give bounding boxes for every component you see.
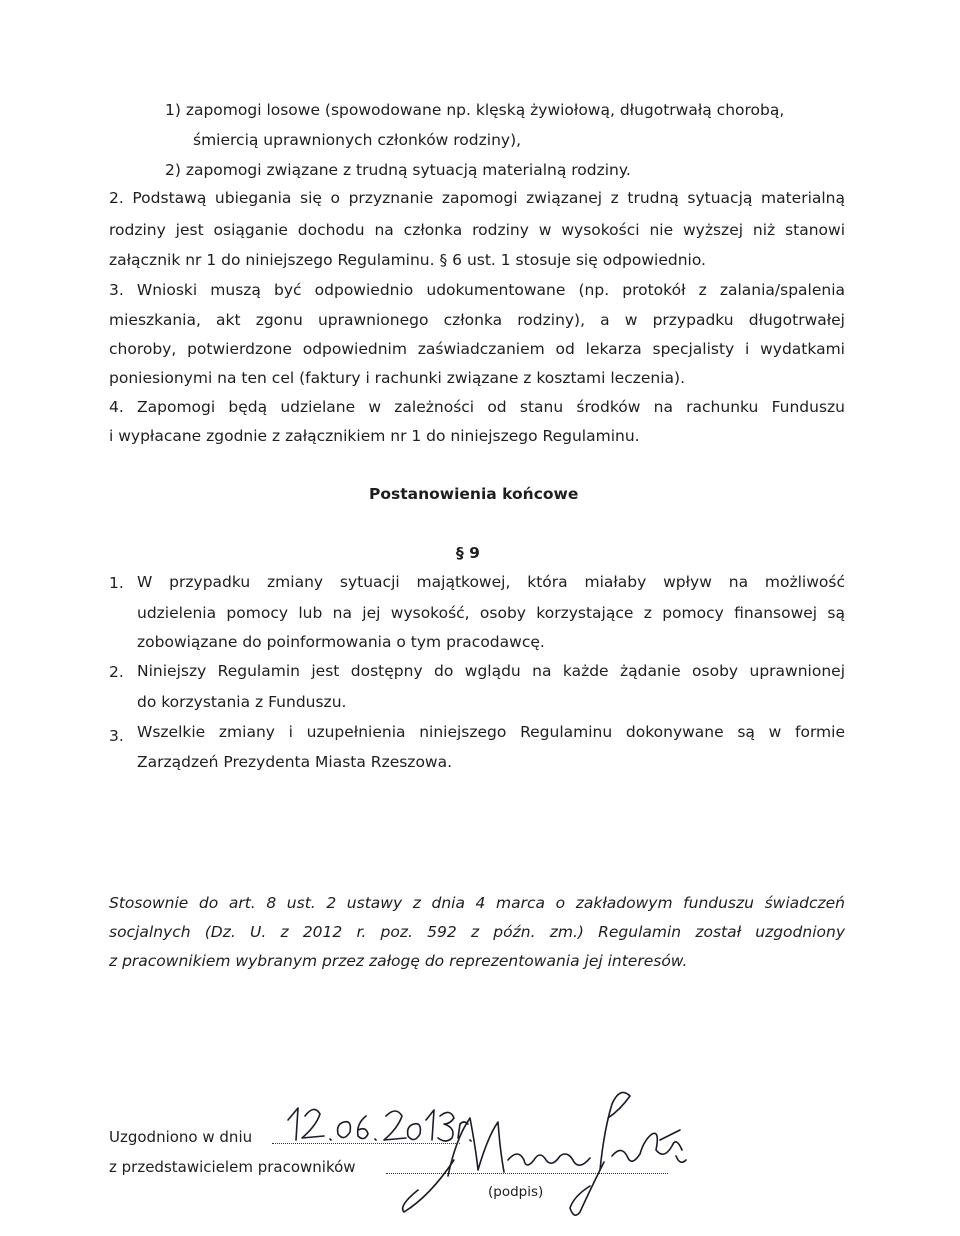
point-2-line-3: załącznik nr 1 do niniejszego Regulaminu. § 6 ust. 1 stosuje się odpowiednio.	[109, 251, 706, 269]
point-2-line-1: 2. Podstawą ubiegania się o przyznanie zapomogi związanej z trudną sytuacją materialną	[109, 189, 845, 207]
final-point-2-line-2: do korzystania z Funduszu.	[137, 693, 347, 711]
handwritten-signature	[403, 1092, 686, 1215]
final-point-1-line-2: udzielenia pomocy lub na jej wysokość, osoby korzystające z pomocy finansowej są	[137, 604, 845, 622]
point-4-line-2: i wypłacane zgodnie z załącznikiem nr 1 do niniejszego Regulaminu.	[109, 427, 640, 445]
final-point-1-number: 1.	[109, 574, 124, 592]
final-point-3-number: 3.	[109, 727, 124, 745]
point-3-line-3: choroby, potwierdzone odpowiednim zaświadczaniem od lekarza specjalisty i wydatkami	[109, 340, 845, 358]
list-item-1-line-2: śmiercią uprawnionych członków rodziny),	[193, 131, 522, 149]
point-3-line-4: poniesionymi na ten cel (faktury i rachunki związane z kosztami leczenia).	[109, 369, 686, 387]
signature-caption: (podpis)	[488, 1184, 544, 1200]
italic-note-line-3: z pracownikiem wybranym przez załogę do reprezentowania jej interesów.	[109, 952, 688, 970]
italic-note-line-2: socjalnych (Dz. U. z 2012 r. poz. 592 z późn. zm.) Regulamin został uzgodniony	[109, 923, 845, 941]
final-point-1-line-3: zobowiązane do poinformowania o tym pracodawcę.	[137, 633, 545, 651]
final-point-3-line-1: Wszelkie zmiany i uzupełnienia niniejszego Regulaminu dokonywane są w formie	[137, 723, 845, 741]
list-item-2: 2) zapomogi związane z trudną sytuacją materialną rodziny.	[165, 161, 631, 179]
agreed-date-label: Uzgodniono w dniu	[109, 1128, 253, 1146]
final-point-2-number: 2.	[109, 663, 124, 681]
point-4-line-1: 4. Zapomogi będą udzielane w zależności od stanu środków na rachunku Funduszu	[109, 398, 845, 416]
point-3-line-2: mieszkania, akt zgonu uprawnionego członka rodziny), a w przypadku długotrwałej	[109, 311, 845, 329]
section-heading: Postanowienia końcowe	[369, 485, 579, 503]
representative-label: z przedstawicielem pracowników	[109, 1158, 356, 1176]
list-item-1-line-1: 1) zapomogi losowe (spowodowane np. klęską żywiołową, długotrwałą chorobą,	[165, 101, 785, 119]
italic-note-line-1: Stosownie do art. 8 ust. 2 ustawy z dnia 4 marca o zakładowym funduszu świadczeń	[109, 894, 845, 912]
paragraph-number: § 9	[456, 544, 480, 562]
final-point-1-line-1: W przypadku zmiany sytuacji majątkowej, która miałaby wpływ na możliwość	[137, 573, 845, 591]
point-3-line-1: 3. Wnioski muszą być odpowiednio udokumentowane (np. protokół z zalania/spalenia	[109, 281, 845, 299]
final-point-3-line-2: Zarządzeń Prezydenta Miasta Rzeszowa.	[137, 753, 453, 771]
handwritten-date	[288, 1108, 471, 1141]
final-point-2-line-1: Niniejszy Regulamin jest dostępny do wglądu na każde żądanie osoby uprawnionej	[137, 662, 845, 680]
point-2-line-2: rodziny jest osiąganie dochodu na członka rodziny w wysokości nie wyższej niż stanowi	[109, 221, 845, 239]
